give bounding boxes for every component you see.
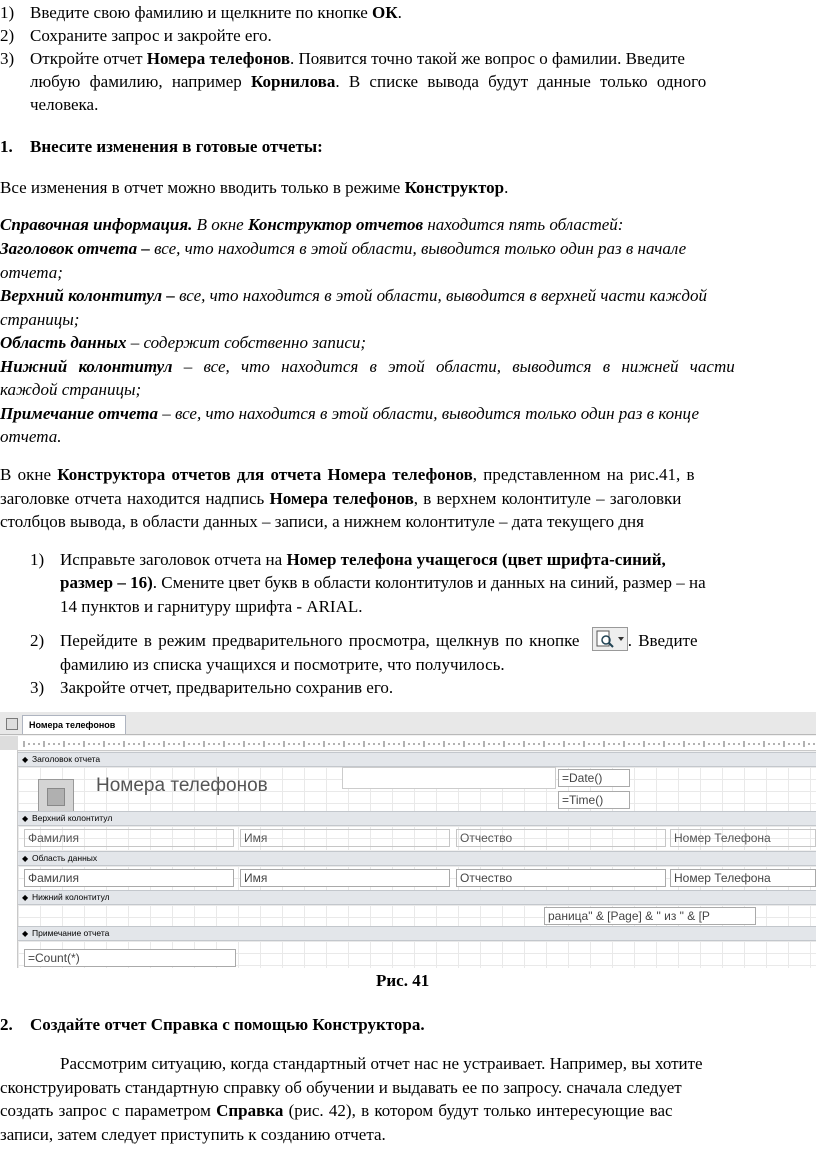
page-number-field[interactable]: раница" & [Page] & " из " & [P [544,907,756,925]
header-label-phone[interactable]: Номер Телефона [670,829,816,847]
report-footer-band [18,941,816,968]
info-line: отчета. [0,427,62,446]
section-bar-page-header[interactable]: ◆ Верхний колонтитул [18,811,816,826]
header-label-name[interactable]: Имя [240,829,450,847]
field-surname[interactable]: Фамилия [24,869,234,887]
vertical-ruler [0,750,18,968]
info-line: страницы; [0,310,80,329]
field-name[interactable]: Имя [240,869,450,887]
detail-band [18,866,816,890]
report-header-band [18,767,816,813]
report-icon [6,718,18,730]
preview-button-icon[interactable] [592,627,628,651]
section-bar-report-footer[interactable]: ◆ Примечание отчета [18,926,816,941]
section-bar-report-header[interactable]: ◆ Заголовок отчета [18,752,816,767]
info-line: Справочная информация. В окне Конструктор отчетов находится пять областей: [0,215,624,234]
logo-image[interactable] [38,779,74,815]
section-bar-detail[interactable]: ◆ Область данных [18,851,816,866]
paragraph-line: создать запрос с параметром Справка (рис. 42), в котором будут только интересующие вас [0,1101,673,1120]
header-label-surname[interactable]: Фамилия [24,829,234,847]
header-label-patronymic[interactable]: Отчество [456,829,666,847]
info-line: каждой страницы; [0,380,142,399]
count-field[interactable]: =Count(*) [24,949,236,967]
paragraph-line: Рассмотрим ситуацию, когда стандартный отчет нас не устраивает. Например, вы хотите [60,1054,703,1073]
tab-report[interactable]: Номера телефонов [22,715,126,734]
intro-paragraph: Все изменения в отчет можно вводить только в режиме Конструктор. [0,178,509,197]
field-phone[interactable]: Номер Телефона [670,869,816,887]
info-line: отчета; [0,263,63,282]
info-line: Заголовок отчета – все, что находится в этой области, выводится только один раз в начале [0,239,687,258]
info-line: Верхний колонтитул – все, что находится в этой области, выводится в верхней части каждой [0,286,707,305]
date-field[interactable]: =Date() [558,769,630,787]
section-bar-page-footer[interactable]: ◆ Нижний колонтитул [18,890,816,905]
paragraph-line: заголовке отчета находится надпись Номера телефонов, в верхнем колонтитуле – заголовки [0,489,682,508]
field-patronymic[interactable]: Отчество [456,869,666,887]
title-label-frame [342,767,556,789]
page-footer-band [18,905,816,927]
paragraph-line: В окне Конструктора отчетов для отчета Номера телефонов, представленном на рис.41, в [0,465,695,484]
horizontal-ruler [18,736,816,751]
figure-caption: Рис. 41 [376,971,430,990]
paragraph-line: записи, затем следует приступить к созданию отчета. [0,1125,386,1144]
document-tab-bar [0,712,816,735]
paragraph-line: сконструировать стандартную справку об обучении и выдавать ее по запросу. сначала следует [0,1078,682,1097]
select-report-button[interactable] [0,736,18,750]
report-title-label[interactable]: Номера телефонов [96,775,268,796]
time-field[interactable]: =Time() [558,791,630,809]
paragraph-line: столбцов вывода, в области данных – записи, а нижнем колонтитуле – дата текущего дня [0,512,644,531]
info-line: Примечание отчета – все, что находится в этой области, выводится только один раз в конце [0,404,700,423]
info-line: Нижний колонтитул – все, что находится в этой области, выводится в нижней части [0,357,735,376]
info-line: Область данных – содержит собственно записи; [0,333,367,352]
report-designer-window [0,712,816,968]
page-header-band [18,826,816,850]
